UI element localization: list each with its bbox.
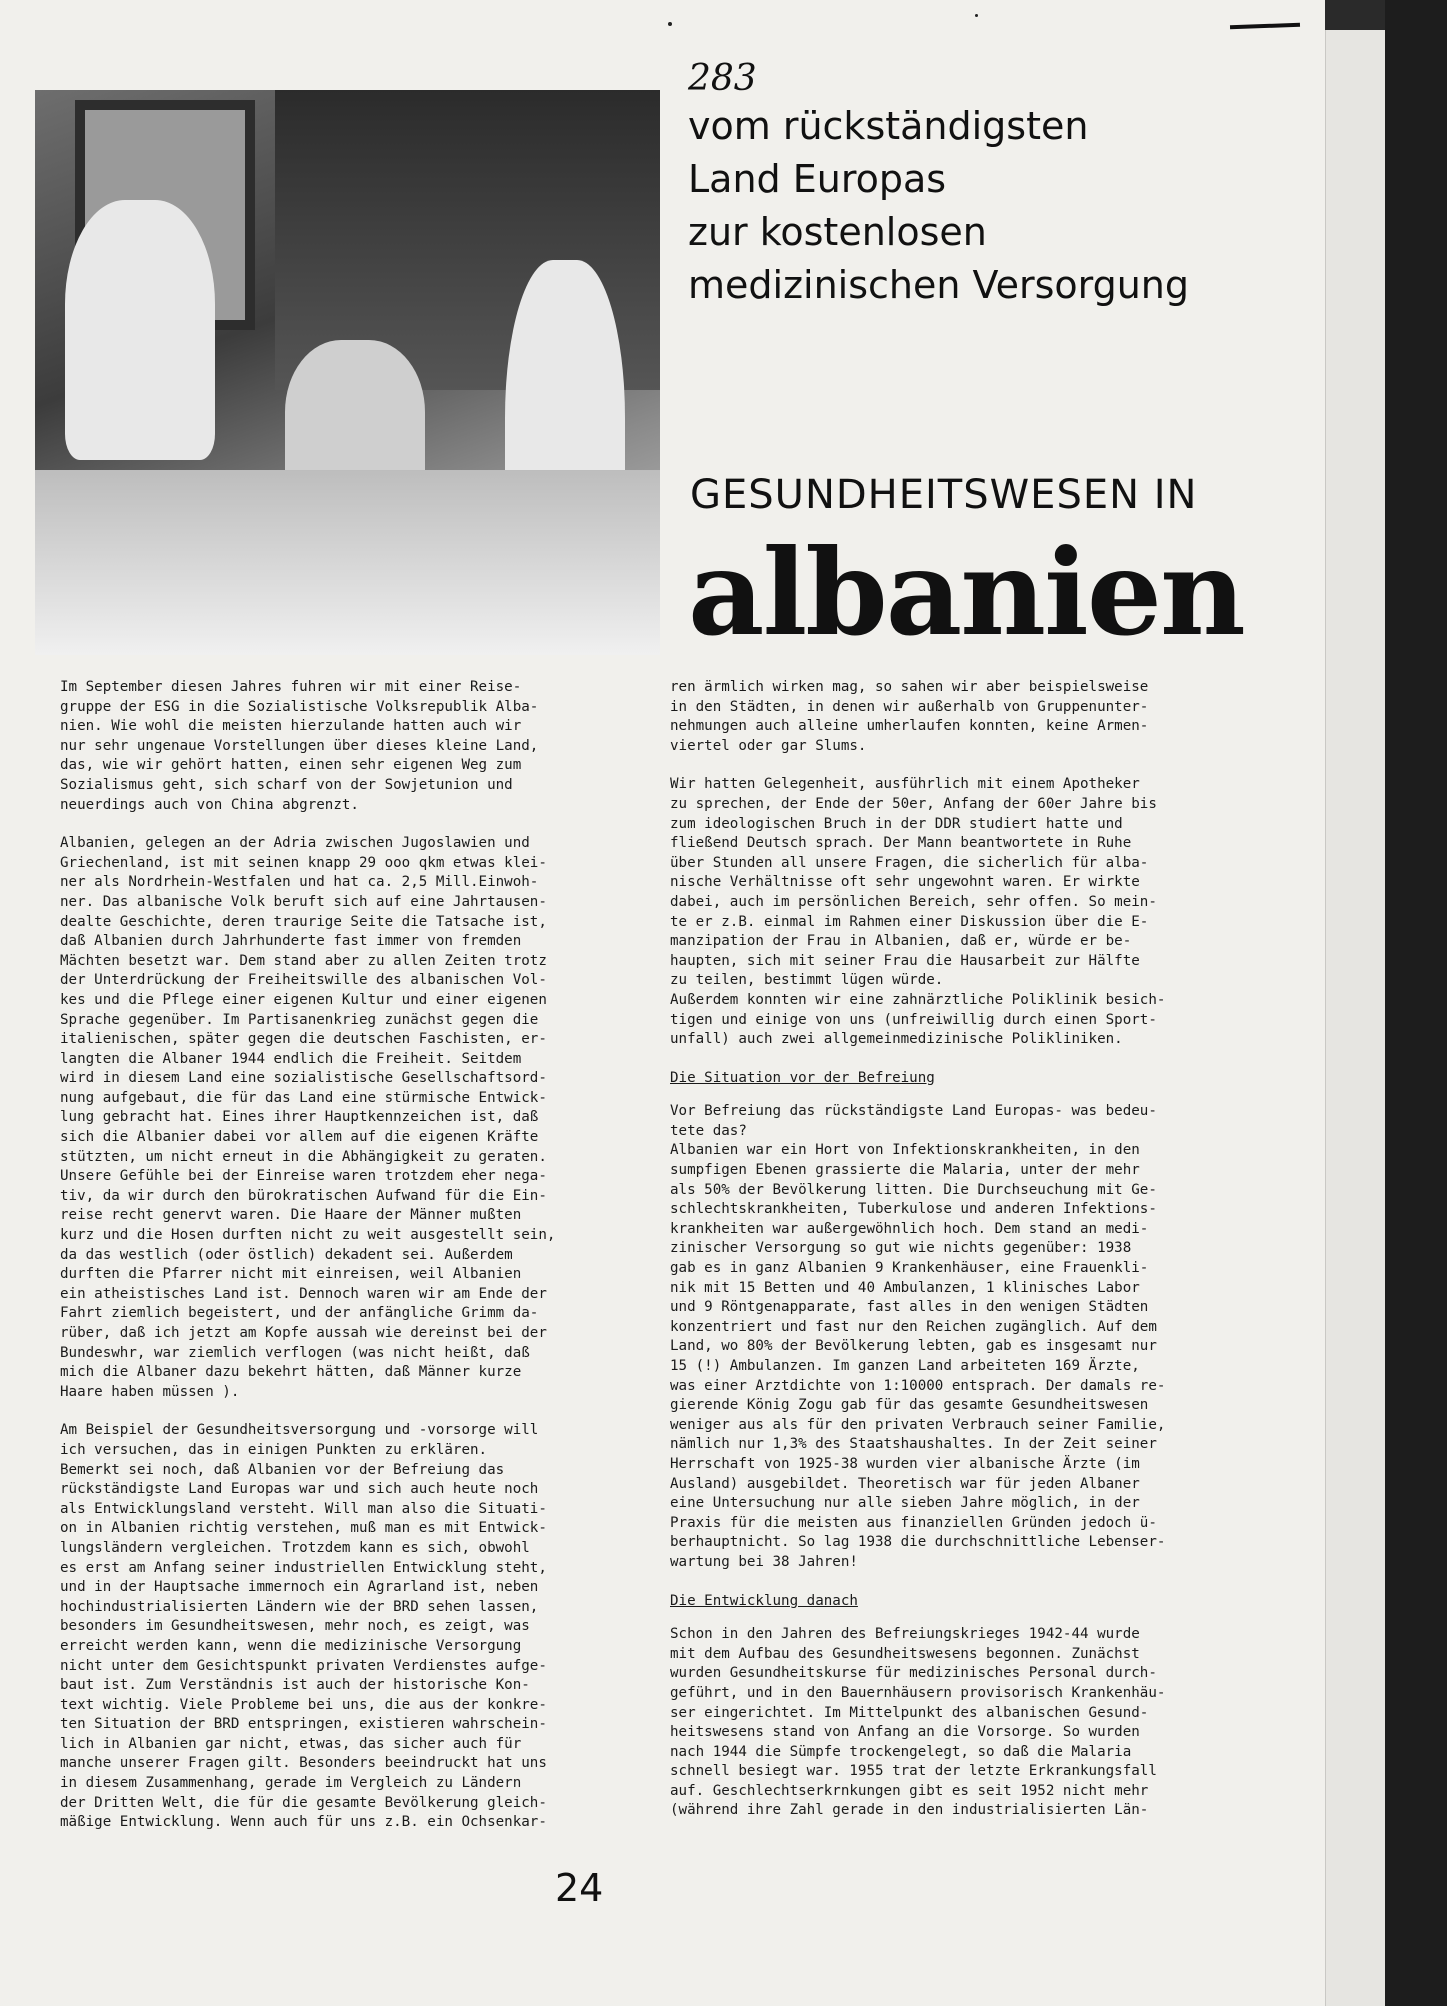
article-photo xyxy=(35,90,660,655)
paragraph: Schon in den Jahren des Befreiungskrieges 1942-44 wurde mit dem Aufbau des Gesundheitswesens begonnen. Zunächst wurden Gesundheitskurse für medizinisches Personal durch- geführt, und in den Bauernhäusern provisorisch Krankenhäu- ser eingerichtet. Im Mittelpunkt des albanischen Gesund- heitswesens stand von Anfang an die Vorsorge. So wurden nach 1944 die Sümpfe trockengelegt, so daß die Malaria schnell besiegt war. 1955 trat der letzte Erkrankungsfall auf. Geschlechtserkrnkungen gibt es seit 1952 nicht mehr (während ihre Zahl gerade in den industrialisierten Län- xyxy=(670,1626,1166,1819)
paragraph: Albanien, gelegen an der Adria zwischen Jugoslawien und Griechenland, ist mit seinen knapp 29 ooo qkm etwas klei- ner als Nordrhein-Westfalen und hat ca. 2,5 Mill.Einwoh- ner. Das albanische Volk beruft sich auf eine Jahrtausen- dealte Geschichte, deren traurige Seite die Tatsache ist, daß Albanien durch Jahrhunderte fast immer von fremden Mächten besetzt war. Dem stand aber zu allen Zeiten trotz der Unterdrückung der Freiheitswille des albanischen Vol- kes und die Pflege einer eigenen Kultur und einer eigenen Sprache gegenüber. Im Partisanenkrieg zunächst gegen die italienischen, später gegen die deutschen Faschisten, er- langten die Albaner 1944 endlich die Freiheit. Seitdem wird in diesem Land eine sozialistische Gesellschaftsord- nung aufgebaut, die für das Land eine stürmische Entwick- lung gebracht hat. Eines ihrer Hauptkennzeichen ist, daß sich die Albanier dabei vor allem auf die eigenen Kräfte stützten, um nicht erneut in die Abhängigkeit zu geraten. Unsere Gefühle bei der Einreise waren trotzdem eher nega- tiv, da wir durch den bürokratischen Aufwand für die Ein- reise recht genervt waren. Die Haare der Männer mußten kurz und die Hosen durften nicht zu weit ausgestellt sein, da das westlich (oder östlich) dekadent sei. Außerdem durften die Pfarrer nicht mit einreisen, weil Albanien ein atheistisches Land ist. Dennoch waren wir am Ende der Fahrt ziemlich begeistert, und der anfängliche Grimm da- rüber, daß ich jetzt am Kopfe aussah wie dereinst bei der Bundeswhr, war ziemlich verflogen (was nicht heißt, daß mich die Albaner dazu bekehrt hätten, daß Männer kurze Haare haben müssen ). xyxy=(60,835,556,1400)
scan-speck xyxy=(975,14,978,17)
left-column xyxy=(60,678,630,1852)
paragraph: Am Beispiel der Gesundheitsversorgung und -vorsorge will ich versuchen, das in einigen Punkten zu erklären. Bemerkt sei noch, daß Albanien vor der Befreiung das rückständigste Land Europas war und sich auch heute noch als Entwicklungsland versteht. Will man also die Situati- on in Albanien richtig verstehen, muß man es mit Entwick- lungsländern vergleichen. Trotzdem kann es sich, obwohl es erst am Anfang seiner industriellen Entwicklung steht, und in der Hauptsache immernoch ein Agrarland ist, neben hochindustrialisierten Ländern wie der BRD sehen lassen, besonders im Gesundheitswesen, mehr noch, es zeigt, was erreicht werden kann, wenn die medizinische Versorgung nicht unter dem Gesichtspunkt privaten Verdienstes aufge- baut ist. Zum Verständnis ist auch der historische Kon- text wichtig. Viele Probleme bei uns, die aus der konkre- ten Situation der BRD entspringen, existieren wahrschein- lich in Albanien gar nicht, etwas, das sicher auch für manche unserer Fragen gilt. Besonders beeindruckt hat uns in diesem Zusammenhang, gerade im Vergleich zu Ländern der Dritten Welt, die für die gesamte Bevölkerung gleich- mäßige Entwicklung. Wenn auch für uns z.B. ein Ochsenkar- xyxy=(60,1422,547,1831)
handwritten-note: 283 xyxy=(688,58,757,99)
paragraph: ren ärmlich wirken mag, so sahen wir aber beispielsweise in den Städten, in denen wir außerhalb von Gruppenunter- nehmungen auch alleine umherlaufen konnten, keine Armen- viertel oder gar Slums. xyxy=(670,679,1149,754)
scan-background xyxy=(1385,0,1447,2006)
scan-speck xyxy=(668,22,672,26)
paragraph: Im September diesen Jahres fuhren wir mit einer Reise- gruppe der ESG in die Sozialistische Volksrepublik Alba- nien. Wie wohl die meisten hierzulande hatten auch wir nur sehr ungenaue Vorstellungen über dieses kleine Land, das, wie wir gehört hatten, einen sehr eigenen Weg zum Sozialismus geht, sich scharf von der Sowjetunion und neuerdings auch von China abgrenzt. xyxy=(60,679,539,813)
subtitle-line: zur kostenlosen xyxy=(688,210,987,254)
right-column xyxy=(670,678,1230,1840)
subtitle xyxy=(688,100,1248,312)
section-heading: GESUNDHEITSWESEN IN xyxy=(690,472,1198,518)
subtitle-line: vom rückständigsten xyxy=(688,104,1089,148)
subtitle-line: Land Europas xyxy=(688,157,947,201)
photo-figure-nurse xyxy=(65,200,215,460)
subheading-before-liberation: Die Situation vor der Befreiung xyxy=(670,1069,935,1086)
underlying-page-edge xyxy=(1325,30,1386,2006)
subtitle-line: medizinischen Versorgung xyxy=(688,263,1189,307)
paragraph: Vor Befreiung das rückständigste Land Europas- was bedeu- tete das? Albanien war ein Hort von Infektionskrankheiten, in den sumpfigen Ebenen grassierte die Malaria, unter der mehr als 50% der Bevölkerung litten. Die Durchseuchung mit Ge- schlechtskrankheiten, Tuberkulose und anderen Infektions- krankheiten war außergewöhnlich hoch. Dem stand an medi- zinischer Versorgung so gut wie nichts gegenüber: 1938 gab es in ganz Albanien 9 Krankenhäuser, eine Frauenkli- nik mit 15 Betten und 40 Ambulanzen, 1 klinisches Labor und 9 Röntgenapparate, fast alles in den wenigen Städten konzentriert und fast nur den Reichen zugänglich. Auf dem Land, wo 80% der Bevölkerung lebten, gab es insgesamt nur 15 (!) Ambulanzen. Im ganzen Land arbeiteten 169 Ärzte, was einer Arztdichte von 1:10000 entsprach. Der damals re- gierende König Zogu gab für das gesamte Gesundheitswesen weniger aus als für den privaten Verbrauch seiner Familie, nämlich nur 1,3% des Staatshaushaltes. In der Zeit seiner Herrschaft von 1925-38 wurden vier albanische Ärzte (im Ausland) ausgebildet. Theoretisch war für jeden Albaner eine Untersuchung nur alle sieben Jahre möglich, in der Praxis für die meisten aus finanziellen Gründen jedoch ü- berhauptnicht. So lag 1938 die durchschnittliche Lebenser- wartung bei 38 Jahren! xyxy=(670,1103,1166,1570)
photo-table xyxy=(35,470,660,655)
paragraph: Wir hatten Gelegenheit, ausführlich mit einem Apotheker zu sprechen, der Ende der 50er, Anfang der 60er Jahre bis zum ideologischen Bruch in der DDR studiert hatte und fließend Deutsch sprach. Der Mann beantwortete in Ruhe über Stunden all unsere Fragen, die sicherlich für alba- nische Verhältnisse oft sehr ungewohnt waren. Er wirkte dabei, auch im persönlichen Bereich, sehr offen. So mein- te er z.B. einmal im Rahmen einer Diskussion über die E- manzipation der Frau in Albanien, daß er, würde er be- haupten, sich mit seiner Frau die Hausarbeit zur Hälfte zu teilen, bestimmt lügen würde. Außerdem konnten wir eine zahnärztliche Poliklinik besich- tigen und einige von uns (unfreiwillig durch einen Sport- unfall) auch zwei allgemeinmedizinische Polikliniken. xyxy=(670,776,1166,1048)
page-title: albanien xyxy=(688,523,1244,662)
subheading-development-after: Die Entwicklung danach xyxy=(670,1592,858,1609)
page-number: 24 xyxy=(555,1866,604,1910)
